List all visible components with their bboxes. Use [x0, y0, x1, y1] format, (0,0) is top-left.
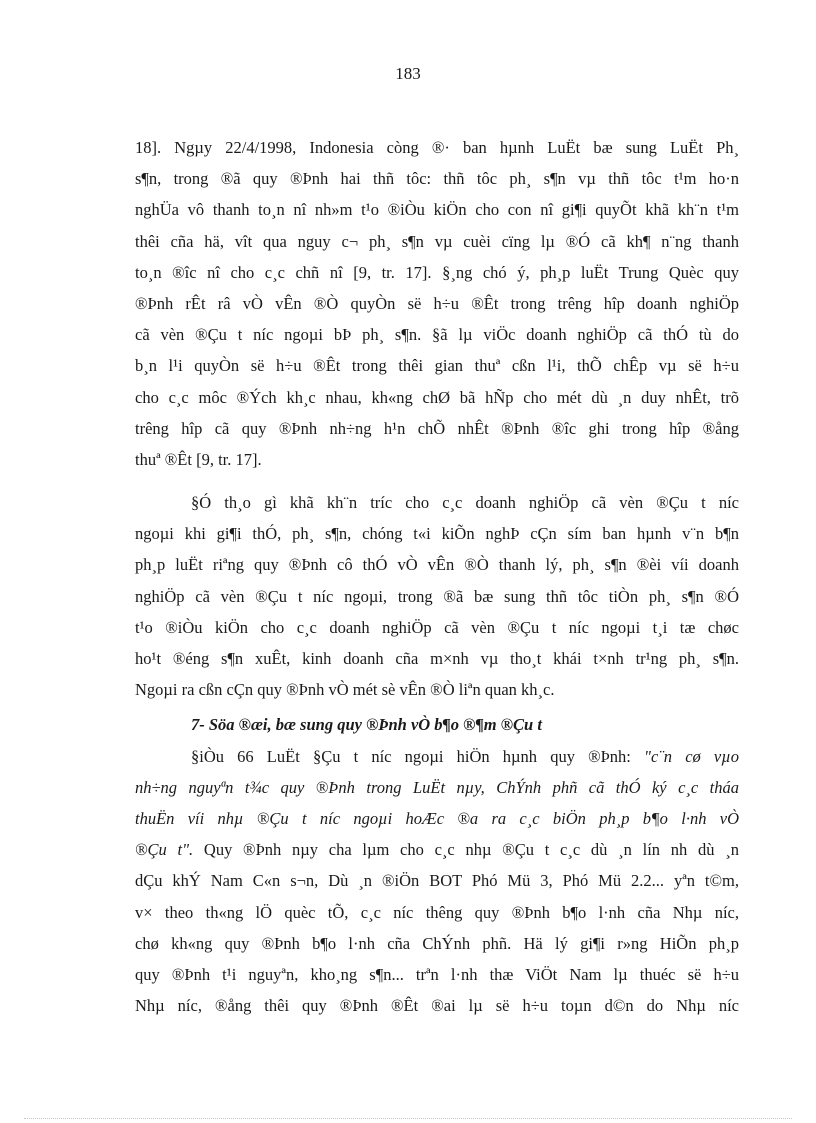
quoted-text-line: nh÷ng nguyªn t¾c quy ®Þnh trong LuËt nµy, ChÝnh phñ cã thÓ ký c¸c tháa [135, 777, 739, 797]
text-line: trêng hîp cã quy ®Þnh nh÷ng h¹n chÕ nhÊt ®Þnh ®îc ghi trong hîp ®ång [135, 418, 739, 438]
text-line: cã vèn ®Çu t níc ngoµi bÞ ph¸ s¶n. §ã lµ viÖc doanh nghiÖp cã thÓ tù do [135, 325, 739, 345]
text-line: §Ó th¸o gì khã kh¨n tríc cho c¸c doanh nghiÖp cã vèn ®Çu t níc [191, 493, 739, 513]
paragraph-1 [135, 132, 739, 475]
text-line: cho c¸c môc ®Ých kh¸c nhau, kh«ng chØ bã hÑp cho mét dù ¸n duy nhÊt, trõ [135, 387, 739, 407]
text-line: nghÜa vô thanh to¸n nî nh»m t¹o ®iÒu kiÖn cho con nî gi¶i quyÕt khã kh¨n t¹m [135, 200, 739, 220]
quoted-text-line: thuËn víi nhµ ®Çu t níc ngoµi hoÆc ®a ra c¸c biÖn ph¸p b¶o l·nh vÒ [135, 808, 739, 828]
page-number: 183 [395, 64, 421, 83]
text-line: quy ®Þnh t¹i nguyªn, kho¸ng s¶n... trªn l·nh thæ ViÖt Nam lµ thuéc së h÷u [135, 964, 739, 984]
text-line: s¶n, trong ®ã quy ®Þnh hai thñ tôc: thñ tôc ph¸ s¶n vµ thñ tôc t¹m ho·n [135, 169, 739, 189]
paragraph-2 [135, 487, 739, 705]
text-line: thuª ®Êt [9, tr. 17]. [135, 449, 262, 469]
text-line: chø kh«ng quy ®Þnh b¶o l·nh cña ChÝnh phñ. Hä lý gi¶i r»ng HiÕn ph¸p [135, 933, 739, 953]
quoted-text: "c¨n cø vµo [644, 746, 739, 766]
text-line: b¸n l¹i quyÒn së h÷u ®Êt trong thêi gian thuª cßn l¹i, thÕ chÊp vµ së h÷u [135, 356, 739, 376]
text-line: dÇu khÝ Nam C«n s¬n, Dù ¸n ®iÖn BOT Phó Mü 3, Phó Mü 2.2... yªn t©m, [135, 871, 739, 891]
text-line: ho¹t ®éng s¶n xuÊt, kinh doanh cña m×nh vµ tho¸t khái t×nh tr¹ng ph¸ s¶n. [135, 649, 739, 668]
text-line: Nhµ níc, ®ång thêi quy ®Þnh ®Êt ®ai lµ së h÷u toµn d©n do Nhµ níc [135, 996, 739, 1016]
text-line: ngoµi khi gi¶i thÓ, ph¸ s¶n, chóng t«i kiÕn nghÞ cÇn sím ban hµnh v¨n b¶n [135, 524, 739, 544]
text-line [135, 741, 739, 772]
text-line: nghiÖp cã vèn ®Çu t níc ngoµi, trong ®ã bæ sung thñ tôc tiÒn ph¸ s¶n ®Ó [135, 586, 739, 606]
text-line: t¹o ®iÒu kiÖn cho c¸c doanh nghiÖp cã vèn ®Çu t níc ngoµi t¸i tæ chøc [135, 617, 739, 637]
page-bottom-divider [24, 1118, 792, 1119]
section-heading: 7- Söa ®æi, bæ sung quy ®Þnh vÒ b¶o ®¶m ®Çu t [191, 715, 542, 735]
text-line: v× theo th«ng lÖ quèc tÕ, c¸c níc thêng quy ®Þnh b¶o l·nh cña Nhµ níc, [135, 902, 739, 922]
text-span: Quy ®Þnh nµy cha lµm cho c¸c nhµ ®Çu t c¸c dù ¸n lín nh dù ¸n [193, 840, 739, 860]
text-line: ph¸p luËt riªng quy ®Þnh cô thÓ vÒ vÊn ®Ò thanh lý, ph¸ s¶n ®èi víi doanh [135, 555, 739, 575]
text-line: ®Þnh rÊt râ vÒ vÊn ®Ò quyÒn së h÷u ®Êt trong trêng hîp doanh nghiÖp [135, 293, 739, 313]
text-span: §iÒu 66 LuËt §Çu t níc ngoµi hiÖn hµnh quy ®Þnh: [191, 746, 645, 766]
text-line: to¸n ®îc nî cho c¸c chñ nî [9, tr. 17]. §¸ng chó ý, ph¸p luËt Trung Quèc quy [135, 262, 739, 282]
text-line: Ngoµi ra cßn cÇn quy ®Þnh vÒ mét sè vÊn ®Ò liªn quan kh¸c. [135, 680, 555, 700]
text-line [135, 834, 739, 865]
paragraph-3 [135, 741, 739, 1022]
text-line: thêi cña hä, vît qua nguy c¬ ph¸ s¶n vµ cuèi cïng lµ ®Ó cã kh¶ n¨ng thanh [135, 231, 739, 251]
document-body [135, 132, 739, 1021]
text-line: 18]. Ngµy 22/4/1998, Indonesia còng ®· ban hµnh LuËt bæ sung LuËt Ph¸ [135, 138, 739, 157]
quoted-text: ®Çu t". [135, 840, 194, 860]
